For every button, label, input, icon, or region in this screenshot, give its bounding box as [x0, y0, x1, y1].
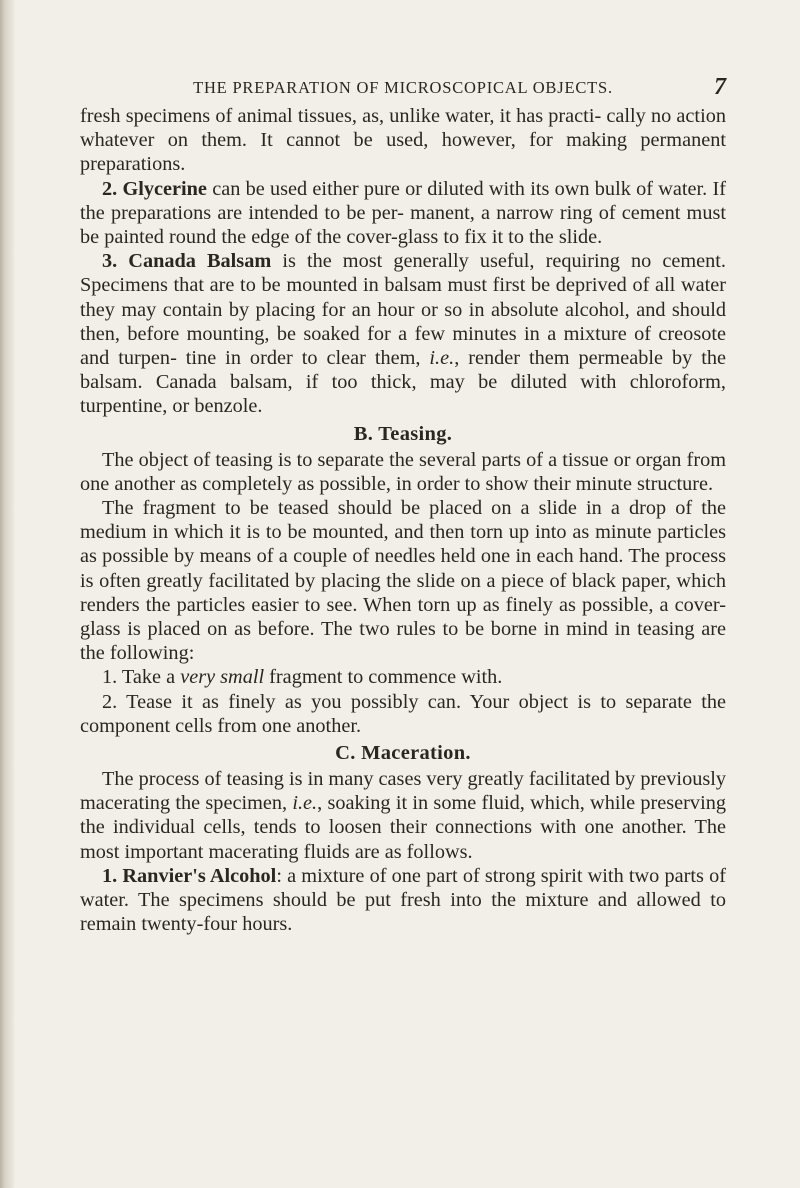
item-lead-ranvier-alcohol: 1. Ranvier's Alcohol: [102, 864, 277, 887]
rule-text: fragment to commence with.: [264, 666, 503, 689]
paragraph-text: is the most generally useful, requiring no cement. Specimens that are to be mounted in balsam must first be deprived of all water they may contain by placing for an hour or so in absolute alcohol, and should then, before mounting, be soaked for a few minutes in a mixture of creosote and turpen- tine in order to clear them,: [80, 250, 726, 370]
paragraph-continued: fresh specimens of animal tissues, as, unlike water, it has practi- cally no action whatever on them. It cannot be used, however, for making permanent preparations.: [80, 105, 726, 176]
running-header: [80, 74, 726, 104]
paragraph-maceration: [80, 767, 726, 864]
rule-text: 1. Take a: [102, 666, 181, 689]
paragraph-teasing-method: The fragment to be teased should be placed on a slide in a drop of the medium in which it is to be mounted, and then torn up into as minute particles as possible by means of a couple of needles held one in each hand. The process is often greatly facilitated by placing the slide on a piece of black paper, which renders the particles easier to see. When torn up as finely as possible, a cover-glass is placed on as before. The two rules to be borne in mind in teasing are the following:: [80, 497, 726, 665]
page-body: [80, 104, 726, 937]
section-heading-maceration: C. Maceration.: [335, 742, 471, 765]
paragraph-text: can be used either pure or diluted with its own bulk of water. If the preparations are intended to be per- manent, a narrow ring of cement must be painted round the edge of the cover-glass to fix it to the slide.: [80, 177, 727, 249]
emphasis-ie: i.e.: [292, 792, 318, 815]
paragraph-glycerine: [80, 177, 726, 250]
section-heading-teasing: B. Teasing.: [353, 422, 453, 445]
item-lead-canada-balsam: 3. Canada Balsam: [102, 250, 272, 273]
paragraph-text: , soaking it in some fluid, which, while preserving the individual cells, tends to loosen their connections with one another. The most important macerating fluids are as follows.: [80, 792, 726, 863]
item-lead-glycerine: 2. Glycerine: [102, 177, 207, 200]
rule-2: 2. Tease it as finely as you possibly can. Your object is to separate the component cells from one another.: [80, 690, 726, 737]
running-title: THE PREPARATION OF MICROSCOPICAL OBJECTS.: [193, 78, 613, 97]
book-gutter-shadow: [0, 0, 14, 1188]
paragraph-text: , render them permeable by the balsam. Canada balsam, if too thick, may be diluted with chloroform, turpentine, or benzole.: [80, 347, 727, 418]
paragraph-text: : a mixture of one part of strong spirit with two parts of water. The specimens should be put fresh into the mixture and allowed to remain twenty-four hours.: [80, 864, 726, 936]
emphasis-very-small: very small: [180, 666, 265, 689]
emphasis-ie: i.e.: [429, 347, 455, 370]
paragraph-teasing-object: The object of teasing is to separate the several parts of a tissue or organ from one another as completely as possible, in order to show their minute structure.: [80, 448, 726, 495]
book-page: [80, 74, 727, 937]
paragraph-canada-balsam: [80, 249, 726, 418]
rule-1: [80, 665, 726, 689]
paragraph-ranvier-alcohol: [80, 864, 726, 937]
paragraph-text: The process of teasing is in many cases very greatly facilitated by previously macerating the specimen,: [80, 768, 727, 815]
page-number: 7: [714, 74, 726, 100]
